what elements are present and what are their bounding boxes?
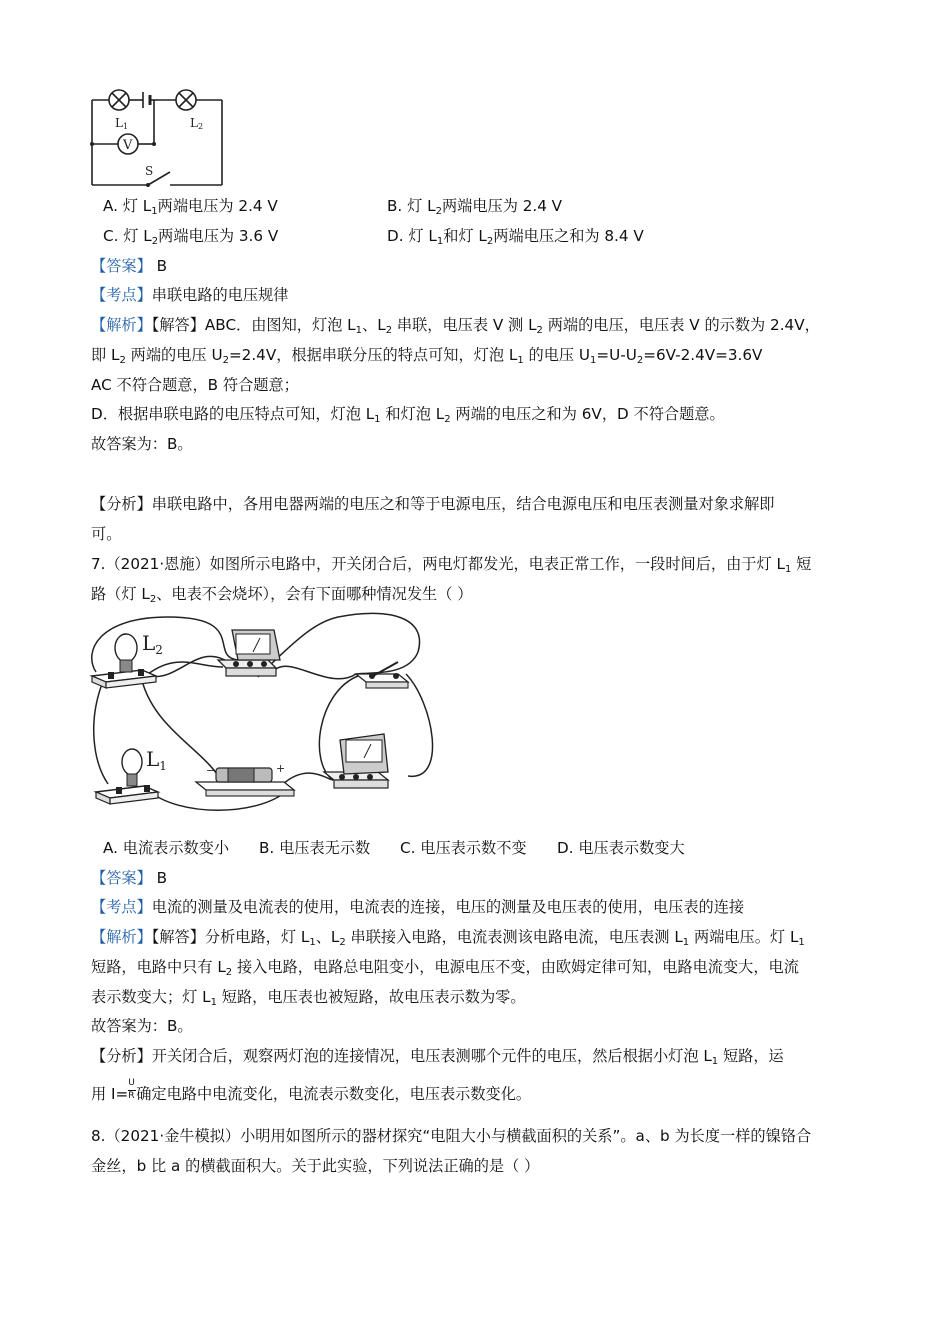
ohm-fraction: $\frac{U}{R}$ [128,1078,135,1101]
lamp-l2-symbol [176,90,196,110]
q7-circuit-illustration [88,612,438,830]
q6-option-d[interactable]: D. 灯 $L_1$和灯 $L_2$两端电压之和为 8.4 V [387,227,644,247]
q6-jiexi-line-1: 【解析】【解答】ABC．由图知，灯泡 $L_1$、$L_2$ 串联，电压表 V 测 $L_2$ 两端的电压，电压表 V 的示数为 2.4V， [91,316,820,336]
q7-jiexi-line-4: 故答案为：B。 [91,1017,193,1035]
q7-jiexi-line-1: 【解析】【解答】分析电路，灯 $L_1$、$L_2$ 串联接入电路，电流表测该电路电流，电压表测 $L_1$ 两端电压。灯 $L_1$ [91,928,805,948]
q6-jiexi-line-3: AC 不符合题意，B 符合题意； [91,376,299,394]
q7-option-b[interactable]: B. 电压表无示数 [259,839,371,857]
q6-kaodian: 【考点】串联电路的电压规律 [91,286,289,304]
voltmeter-illustration [324,734,388,788]
q7-fenxi-line-2: 用 I= $\frac{U}{R}$ 确定电路中电流变化，电流表示数变化，电压表示数变化。 [91,1078,532,1103]
switch-illustration [356,662,408,688]
svg-text:+: + [276,762,286,775]
svg-text:−: − [206,764,216,777]
q6-option-a[interactable]: A. 灯 $L_1$两端电压为 2.4 V [103,197,278,217]
q8-stem-line-2: 金丝，b 比 a 的横截面积大。关于此实验，下列说法正确的是（ ） [91,1157,540,1175]
q8-stem-line-1: 8.（2021·金牛模拟）小明用如图所示的器材探究“电阻大小与横截面积的关系”。a、b 为长度一样的镍铬合 [91,1127,812,1145]
q7-option-d[interactable]: D. 电压表示数变大 [557,839,685,857]
q7-option-a[interactable]: A. 电流表示数变小 [103,839,230,857]
switch-label: S [145,164,154,178]
q6-circuit-diagram [86,84,228,190]
l1-label: L1 [115,116,129,131]
battery-illustration [196,762,294,796]
q7-kaodian: 【考点】电流的测量及电流表的使用，电流表的连接，电压的测量及电压表的使用，电压表的连接 [91,898,745,916]
q6-jiexi-line-4: D．根据串联电路的电压特点可知，灯泡 $L_1$ 和灯泡 $L_2$ 两端的电压之和为 6V，D 不符合题意。 [91,405,725,425]
q6-option-b[interactable]: B. 灯 $L_2$两端电压为 2.4 V [387,197,563,217]
q7-answer: 【答案】 B [91,869,167,887]
q6-jiexi-line-5: 故答案为：B。 [91,435,193,453]
l2-label: L2 [190,116,204,131]
q6-jiexi-line-2: 即 $L_2$ 两端的电压 $U_2=2.4V$，根据串联分压的特点可知，灯泡 $L_1$ 的电压 $U_1=U-U_2=6V-2.4V=3.6V$ [91,346,763,366]
voltmeter-label: V [123,138,133,153]
q7-jiexi-line-3: 表示数变大；灯 $L_1$ 短路，电压表也被短路，故电压表示数为零。 [91,988,526,1008]
q6-answer: 【答案】 B [91,257,167,275]
lamp-l1-symbol [109,90,129,110]
q7-l2-label: $L_2$ [142,631,163,657]
q7-l1-label: $L_1$ [146,747,167,773]
q7-fenxi-line-1: 【分析】开关闭合后，观察两灯泡的连接情况，电压表测哪个元件的电压，然后根据小灯泡 $L_1$ 短路，运 [91,1047,784,1067]
q7-jiexi-line-2: 短路，电路中只有 $L_2$ 接入电路，电路总电阻变小，电源电压不变，由欧姆定律可知，电路电流变大，电流 [91,958,799,978]
q7-stem-line-2: 路（灯 $L_2$、电表不会烧坏），会有下面哪种情况发生（ ） [91,585,473,605]
q6-fenxi-line-1: 【分析】串联电路中，各用电器两端的电压之和等于电源电压，结合电源电压和电压表测量对象求解即 [91,495,775,513]
ammeter-illustration [218,630,280,676]
q7-stem-line-1: 7.（2021·恩施）如图所示电路中，开关闭合后，两电灯都发光，电表正常工作，一段时间后，由于灯 $L_1$ 短 [91,555,812,575]
q6-option-c[interactable]: C. 灯 $L_2$两端电压为 3.6 V [103,227,279,247]
q7-option-c[interactable]: C. 电压表示数不变 [400,839,527,857]
q6-fenxi-line-2: 可。 [91,525,122,543]
